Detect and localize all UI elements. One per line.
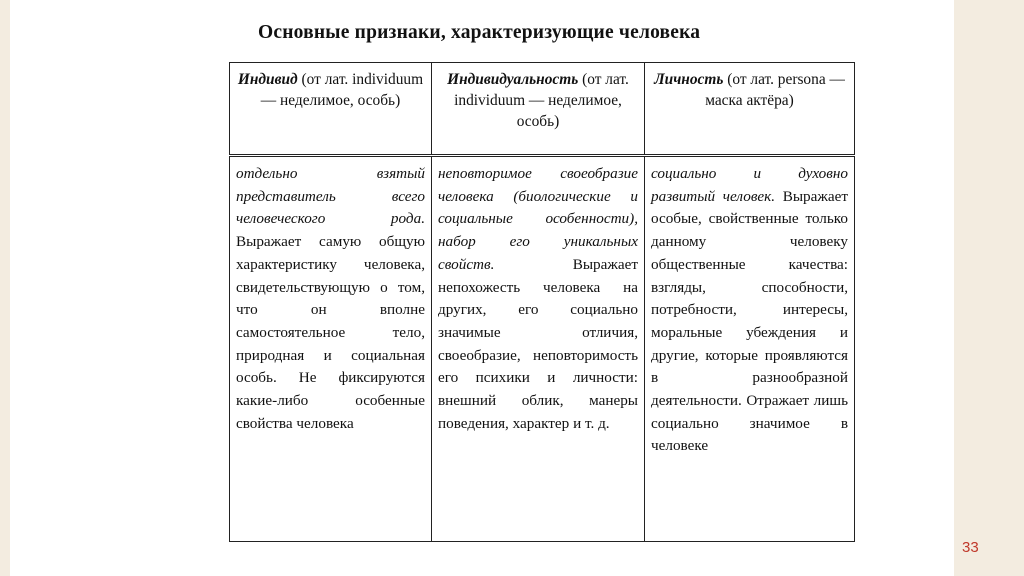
term-personality: Личность [654, 71, 724, 88]
header-personality [645, 63, 855, 156]
term-note-personality: (от лат. persona — маска актёра) [705, 71, 845, 109]
cell-individuality [432, 156, 645, 542]
definition-individ: отдельно взятый представитель всего человеческого рода. [236, 165, 425, 228]
description-individ: Выражает самую общую характеристику человека, свидетельствующую о том, что он вполне самостоятельное тело, природная и социальная особь. Не фиксируются какие-либо особенные свойства человека [236, 233, 425, 432]
definition-individuality: неповторимое своеобразие человека (биологические и социальные особенности), набор его уникальных свойств. [438, 165, 638, 273]
table-header-row [230, 63, 855, 156]
term-individ: Индивид [237, 71, 298, 88]
page-number: 33 [962, 539, 979, 556]
table-body-row [230, 156, 855, 542]
term-individuality: Индивидуальность [447, 71, 579, 88]
term-note-individuality: (от лат. individuum — неделимое, особь) [454, 71, 629, 130]
definition-personality: социально и духовно развитый человек. [651, 165, 848, 205]
characteristics-table [229, 62, 855, 542]
description-personality: Выражает особые, свойственные только данному человеку общественные качества: взгляды, способности, потребности, интересы, моральные убеждения и другие, которые проявляются в разнообразной деятельности. Отражает лишь социально значимое в человеке [651, 187, 849, 455]
term-note-individ: (от лат. individuum — неделимое, особь) [260, 71, 424, 109]
header-individ [230, 63, 432, 156]
page-title: Основные признаки, характеризующие человека [258, 22, 701, 43]
cell-individ [230, 156, 432, 542]
slide-margin [954, 0, 1024, 576]
header-individuality [432, 63, 645, 156]
cell-personality [645, 156, 855, 542]
description-individuality: Выражает непохожесть человека на других, его социально значимые отличия, своеобразие, неповторимость его психики и личности: внешний облик, манеры поведения, характер и т. д. [438, 255, 638, 432]
